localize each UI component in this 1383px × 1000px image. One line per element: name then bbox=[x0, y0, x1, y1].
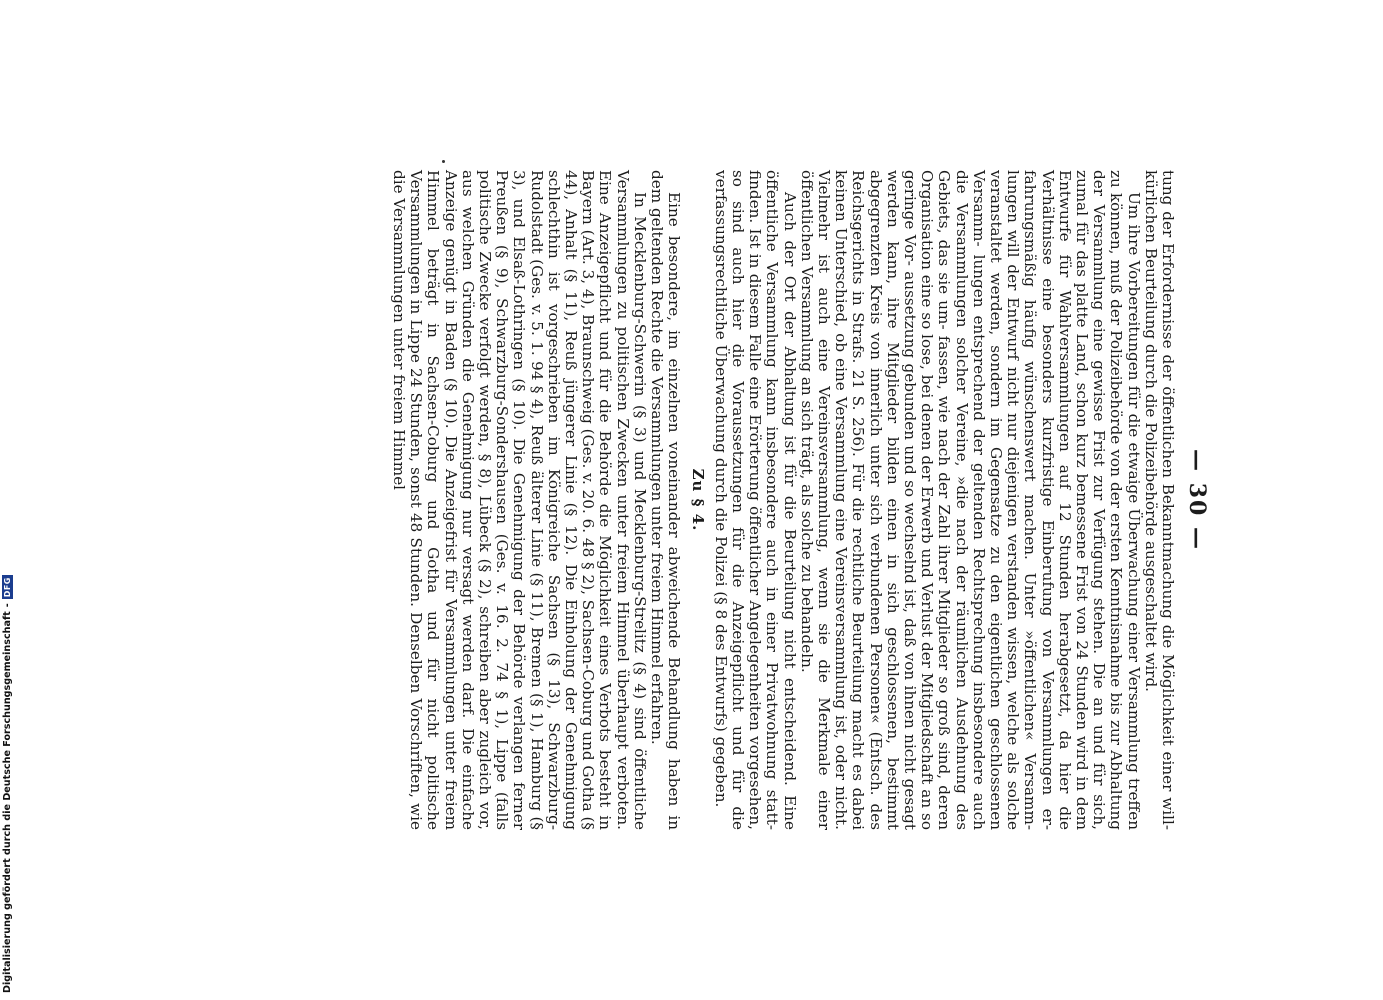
digitization-credit: Digitalisierung gefördert durch die Deutsche Forschungsgemeinschaft - DFG bbox=[2, 577, 13, 993]
section-paragraph-2: In Mecklenburg-Schwerin (§ 3) und Mecklenburg-Strelitz (§ 4) sind öffentliche Versammlungen zu politischen Zwecken unter freiem Himmel überhaupt verboten. Eine Anzeigepflicht und für die Behörde die Möglichkeit eines Verbots besteht in Bayern (Art. 3, 4), Braunschweig (Ges. v. 20. 6. 48 § 2), Sachsen-Coburg und Gotha (§ 44), Anhalt (§ 11), Reuß jüngerer Linie (§ 12). Die Einholung der Genehmigung schlechthin ist vorgeschrieben im Königreiche Sachsen (§ 13), Schwarzburg-Rudolstadt (Ges. v. 5. 1. 94 § 4), Reuß älterer Linie (§ 11), Bremen (§ 1), Hamburg (§ 3), und Elsaß-Lothringen (§ 10). Die Genehmigung der Behörde verlangen ferner Preußen (§ 9), Schwarzburg-Sondershausen (Ges. v. 16. 2. 74 § 1), Lippe (falls politische Zwecke verfolgt werden, § 8), Lübeck (§ 2), schreiben aber zugleich vor, aus welchen Gründen die Genehmigung nur versagt werden darf. Die einfache Anzeige genügt in Baden (§ 10). Die Anzeigefrist für Versammlungen unter freiem Himmel beträgt in Sachsen-Coburg und Gotha und für nicht politische Versammlungen in Lippe 24 Stunden, sonst 48 Stunden. Denselben Vorschriften, wie die Versammlungen unter freiem Himmel bbox=[390, 170, 649, 830]
page-number: — 30 — bbox=[1184, 449, 1210, 551]
body-text bbox=[390, 170, 1176, 830]
paragraph-3: Auch der Ort der Abhaltung ist für die Beurteilung nicht entscheidend. Eine öffentliche Versammlung kann insbesondere auch in einer Privatwohnung statt- finden. Ist in diesem Falle eine Erörterung öffentlicher Angelegenheiten vorgesehen, so sind auch hier die Voraussetzungen für die Anzeigepflicht und für die verfassungsrechtliche Überwachung durch die Polizei (§ 8 des Entwurfs) gegeben. bbox=[711, 170, 799, 830]
rotated-text-block bbox=[145, 170, 1210, 830]
scan-speck bbox=[442, 160, 445, 163]
section-heading: Zu § 4. bbox=[688, 468, 707, 532]
paragraph-1: tung der Erfordernisse der öffentlichen Bekanntmachung die Möglichkeit einer will- kürlichen Beurteilung durch die Polizeibehörde ausgeschaltet wird. bbox=[1141, 170, 1177, 830]
dfg-logo-icon: DFG bbox=[3, 577, 12, 598]
section-paragraph-1: Eine besondere, im einzelnen voneinander abweichende Behandlung haben in dem geltenden Rechte die Versammlungen unter freiem Himmel erfahren. bbox=[648, 170, 684, 830]
paragraph-2: Um ihre Vorbereitungen für die etwaige Überwachung einer Versammlung treffen zu können, muß der Polizeibehörde von der ersten Kenntnisnahme bis zur Abhaltung der Versammlung eine gewisse Frist zur Verfügung stehen. Die an und für sich, zumal für das platte Land, schon kurz bemessene Frist von 24 Stunden wird in dem Entwurfe für Wahlversammlungen auf 12 Stunden herabgesetzt, da hier die Verhältnisse eine besonders kurzfristige Einberufung von Versammlungen er- fahrungsmäßig häufig wünschenswert machen. Unter »öffentlichen« Versamm- lungen will der Entwurf nicht nur diejenigen verstanden wissen, welche als solche veranstaltet werden, sondern im Gegensatze zu den eigentlichen geschlossenen Versamm- lungen entsprechend der geltenden Rechtsprechung insbesondere auch die Versammlungen solcher Vereine, »die nach der räumlichen Ausdehnung des Gebiets, das sie um- fassen, wie nach der Zahl ihrer Mitglieder so groß sind, deren Organisation eine so lose, bei denen der Erwerb und Verlust der Mitgliedschaft an so geringe Vor- aussetzung gebunden und so wechselnd ist, daß von ihnen nicht gesagt werden kann, ihre Mitglieder bilden einen in sich geschlossenen, bestimmt abgegrenzten Kreis von innerlich unter sich verbundenen Personen« (Entsch. des Reichsgerichts in Strafs. 21 S. 256). Für die rechtliche Beurteilung macht es dabei keinen Unterschied, ob eine Versammlung eine Vereinsversammlung ist, oder nicht. Vielmehr ist auch eine Vereinsversammlung, wenn sie die Merkmale einer öffentlichen Versammlung an sich trägt, als solche zu behandeln. bbox=[797, 170, 1143, 830]
digitization-credit-text: Digitalisierung gefördert durch die Deutsche Forschungsgemeinschaft bbox=[2, 611, 13, 993]
